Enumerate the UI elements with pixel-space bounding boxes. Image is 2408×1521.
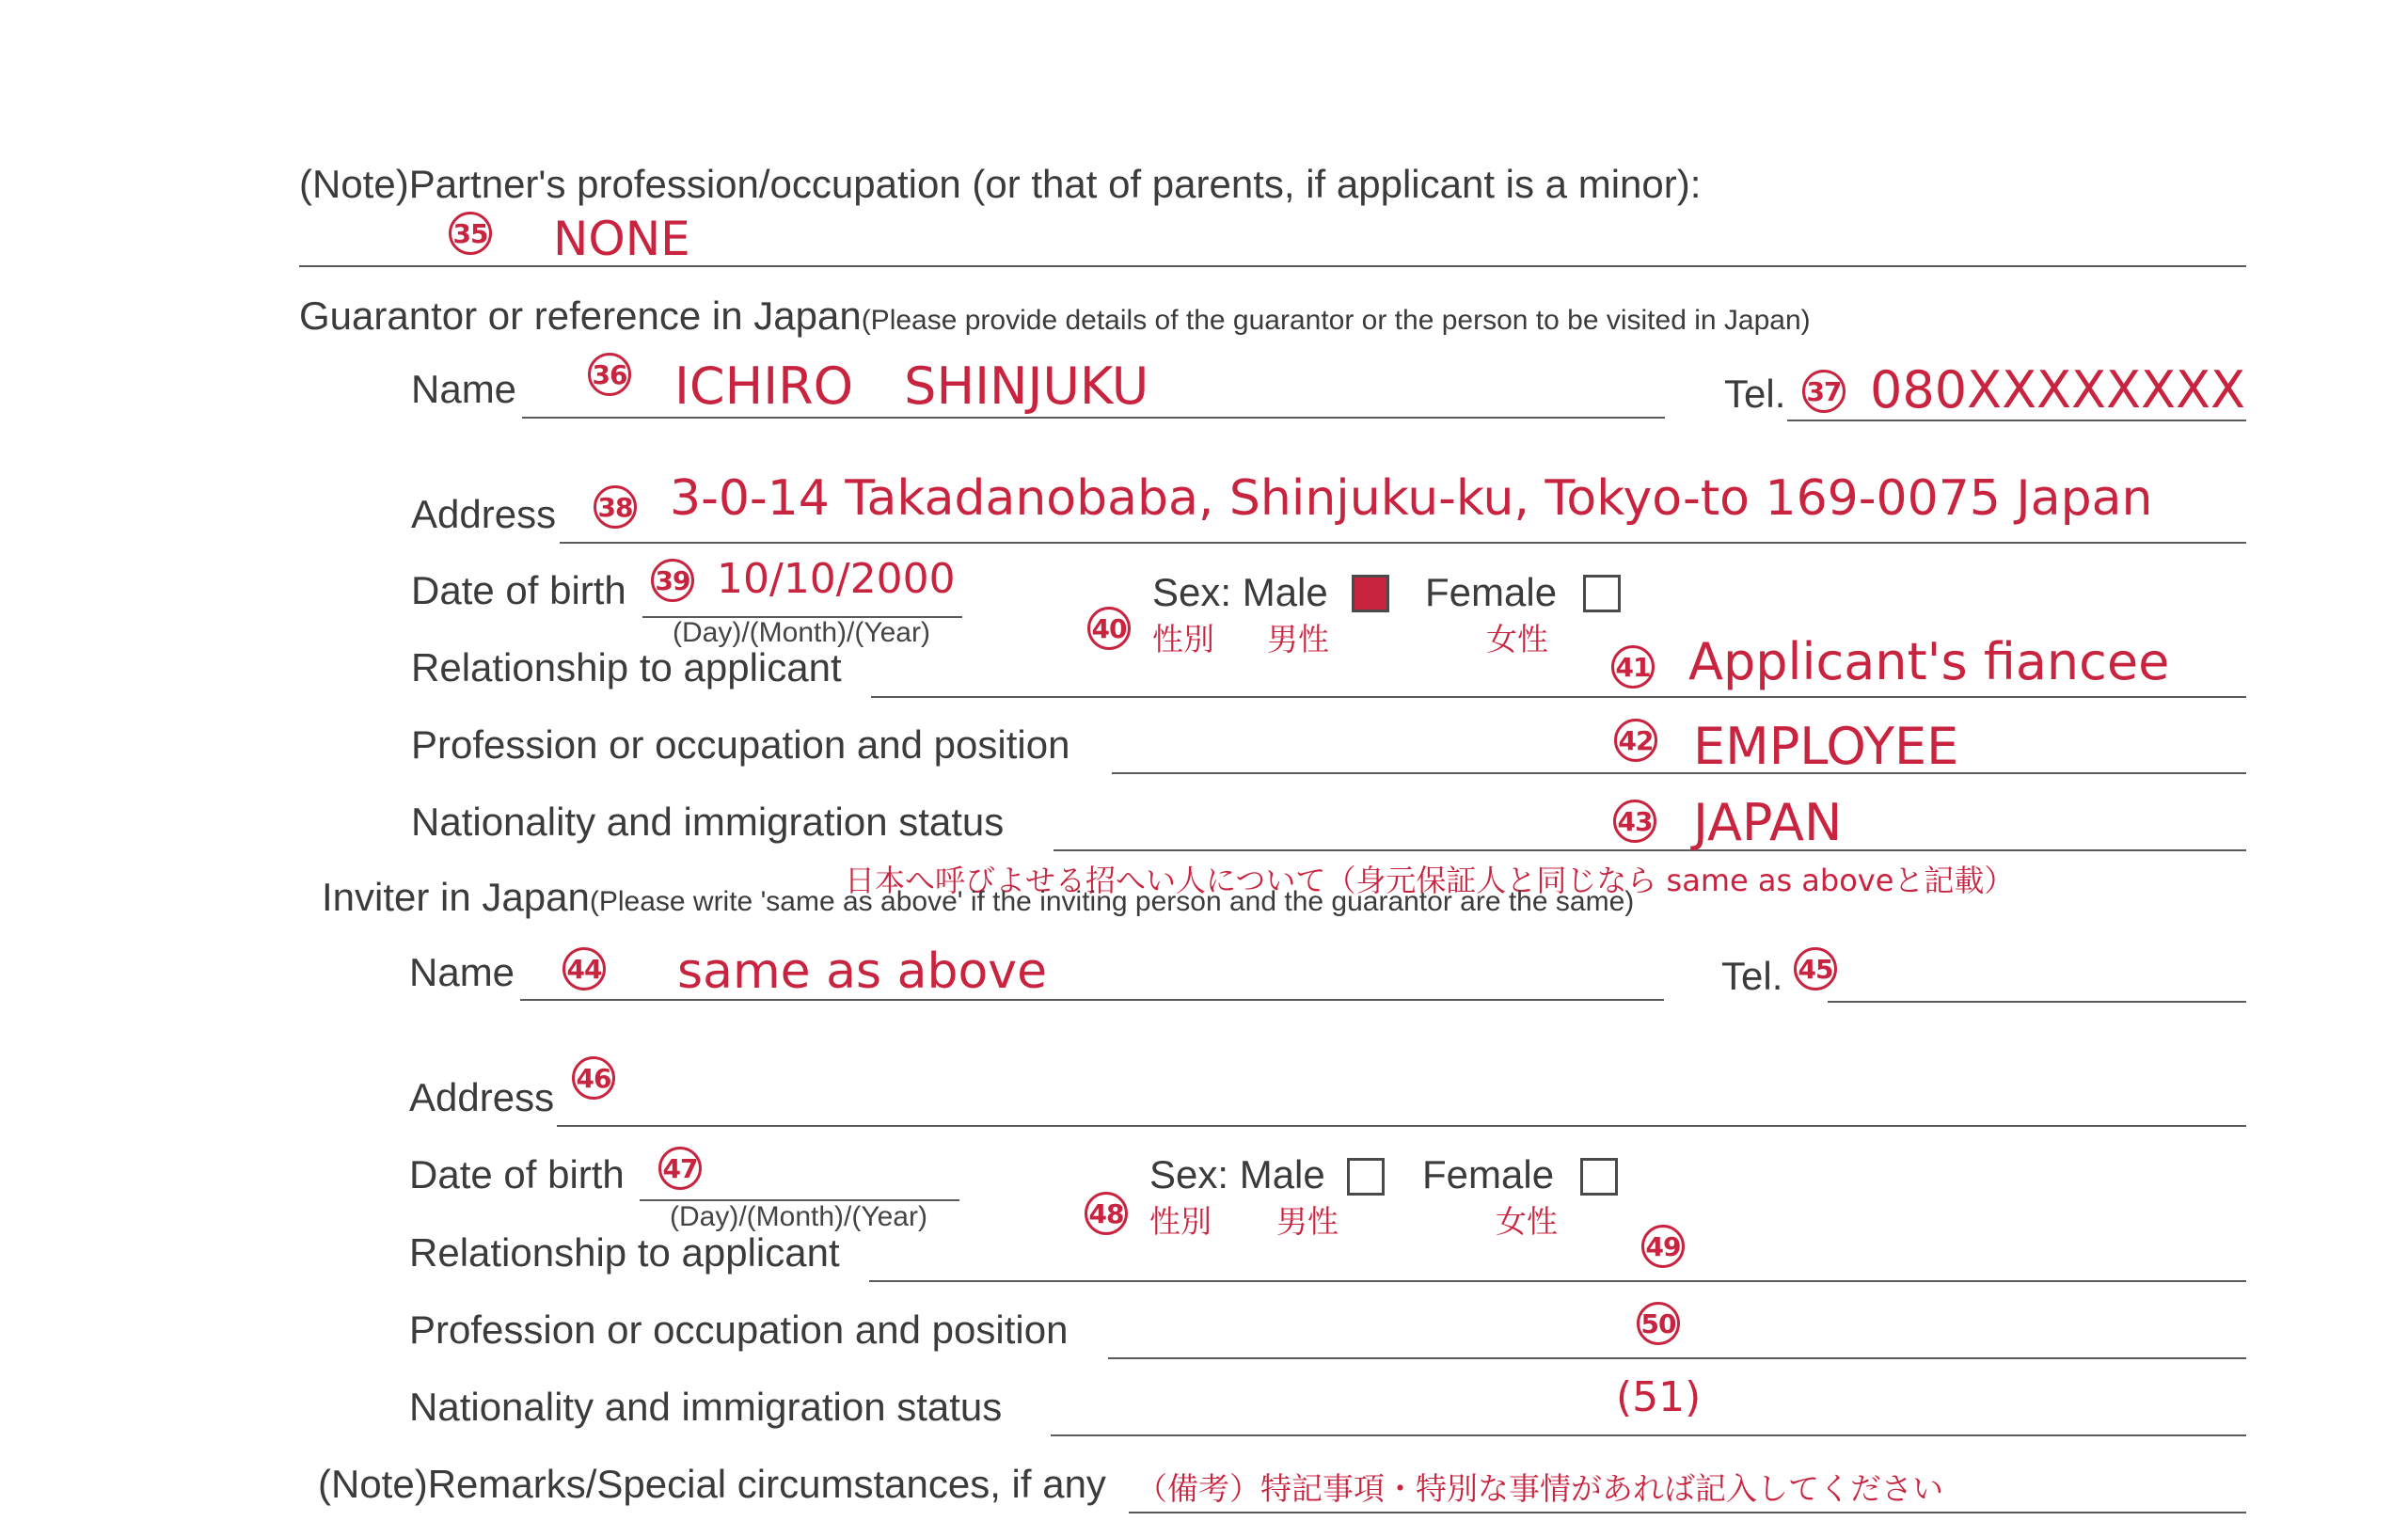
field-number-35: 35 bbox=[449, 212, 492, 255]
guarantor-relationship-label: Relationship to applicant bbox=[411, 645, 842, 689]
guarantor-dob-label: Date of birth bbox=[411, 568, 626, 612]
guarantor-tel-label: Tel. bbox=[1724, 372, 1786, 416]
guarantor-female-checkbox[interactable] bbox=[1583, 575, 1621, 612]
inviter-sex-label: Sex: Male bbox=[1149, 1152, 1325, 1196]
guarantor-heading-note: (Please provide details of the guarantor or the person to be visited in Japan) bbox=[861, 305, 1811, 336]
inviter-relationship-line bbox=[869, 1280, 2246, 1282]
inviter-dob-label: Date of birth bbox=[409, 1152, 625, 1196]
guarantor-male-jp: 男性 bbox=[1267, 621, 1329, 658]
inviter-profession-label: Profession or occupation and position bbox=[409, 1307, 1069, 1352]
inviter-female-checkbox[interactable] bbox=[1580, 1158, 1618, 1196]
field-number-46: 46 bbox=[572, 1056, 615, 1100]
guarantor-male-checkbox[interactable] bbox=[1352, 575, 1389, 612]
guarantor-dob-value[interactable]: 10/10/2000 bbox=[717, 555, 956, 603]
field-number-50: 50 bbox=[1637, 1302, 1680, 1345]
guarantor-address-line bbox=[560, 542, 2246, 544]
inviter-name-value[interactable]: same as above bbox=[677, 943, 1048, 1000]
inviter-nationality-label: Nationality and immigration status bbox=[409, 1385, 1003, 1429]
guarantor-profession-label: Profession or occupation and position bbox=[411, 722, 1070, 767]
inviter-name-line bbox=[520, 999, 1664, 1001]
field-number-43: 43 bbox=[1613, 800, 1656, 843]
guarantor-dob-format: (Day)/(Month)/(Year) bbox=[673, 617, 930, 648]
guarantor-name-line bbox=[522, 417, 1665, 419]
guarantor-relationship-value[interactable]: Applicant's fiancee bbox=[1688, 632, 2170, 691]
guarantor-female-jp: 女性 bbox=[1486, 621, 1548, 658]
guarantor-tel-line bbox=[1787, 420, 2246, 421]
inviter-jp-note: 日本へ呼びよせる招へい人について（身元保証人と同じなら same as aboveと記載） bbox=[845, 863, 2015, 898]
field-number-47: 47 bbox=[658, 1147, 702, 1190]
inviter-profession-line bbox=[1108, 1357, 2246, 1359]
partner-occupation-value[interactable]: NONE bbox=[553, 212, 690, 266]
field-number-49: 49 bbox=[1641, 1225, 1685, 1268]
remarks-line bbox=[1129, 1512, 2246, 1513]
field-number-44: 44 bbox=[562, 947, 606, 990]
guarantor-address-value[interactable]: 3-0-14 Takadanobaba, Shinjuku-ku, Tokyo-to 169-0075 Japan bbox=[670, 470, 2153, 527]
guarantor-sex-jp: 性別 bbox=[1152, 621, 1214, 658]
guarantor-heading-title: Guarantor or reference in Japan bbox=[299, 293, 862, 338]
inviter-name-label: Name bbox=[409, 950, 515, 994]
guarantor-female-label: Female bbox=[1425, 570, 1558, 614]
remarks-jp-note: （備考）特記事項・特別な事情があれば記入してください bbox=[1136, 1470, 1943, 1507]
guarantor-name-label: Name bbox=[411, 367, 517, 411]
field-number-39: 39 bbox=[651, 559, 694, 602]
inviter-address-label: Address bbox=[409, 1075, 555, 1119]
field-number-42: 42 bbox=[1614, 719, 1657, 762]
inviter-nationality-line bbox=[1051, 1434, 2246, 1436]
field-number-36: 36 bbox=[588, 353, 631, 396]
guarantor-tel-value[interactable]: 080XXXXXXXX bbox=[1870, 360, 2246, 420]
inviter-tel-label: Tel. bbox=[1721, 954, 1783, 998]
field-number-41: 41 bbox=[1611, 645, 1655, 689]
guarantor-profession-value[interactable]: EMPLOYEE bbox=[1693, 717, 1959, 776]
inviter-relationship-label: Relationship to applicant bbox=[409, 1230, 840, 1275]
field-number-45: 45 bbox=[1794, 947, 1837, 990]
partner-occupation-label: (Note)Partner's profession/occupation (or that of parents, if applicant is a minor): bbox=[299, 162, 1702, 206]
field-number-51: (51) bbox=[1616, 1373, 1702, 1421]
inviter-male-jp: 男性 bbox=[1276, 1203, 1339, 1240]
inviter-male-checkbox[interactable] bbox=[1347, 1158, 1385, 1196]
field-number-38: 38 bbox=[594, 485, 637, 529]
guarantor-relationship-line bbox=[871, 696, 2246, 698]
inviter-dob-format: (Day)/(Month)/(Year) bbox=[670, 1201, 927, 1232]
guarantor-address-label: Address bbox=[411, 492, 557, 536]
inviter-address-line bbox=[557, 1125, 2246, 1127]
inviter-female-jp: 女性 bbox=[1496, 1203, 1558, 1240]
field-number-48: 48 bbox=[1085, 1192, 1128, 1235]
inviter-heading bbox=[322, 875, 1634, 920]
inviter-heading-title: Inviter in Japan bbox=[322, 875, 590, 919]
inviter-female-label: Female bbox=[1422, 1152, 1555, 1196]
guarantor-heading bbox=[299, 293, 1811, 339]
inviter-tel-line bbox=[1828, 1001, 2246, 1003]
remarks-label: (Note)Remarks/Special circumstances, if any bbox=[318, 1462, 1106, 1506]
inviter-heading-note: (Please write 'same as above' if the inviting person and the guarantor are the same) bbox=[589, 886, 1635, 917]
guarantor-nationality-line bbox=[1054, 849, 2246, 851]
partner-occupation-line bbox=[299, 265, 2246, 267]
field-number-40: 40 bbox=[1087, 607, 1131, 650]
field-number-37: 37 bbox=[1802, 370, 1846, 413]
guarantor-sex-label: Sex: Male bbox=[1152, 570, 1328, 614]
guarantor-profession-line bbox=[1112, 772, 2246, 774]
inviter-sex-jp: 性別 bbox=[1149, 1203, 1212, 1240]
guarantor-nationality-label: Nationality and immigration status bbox=[411, 800, 1005, 844]
guarantor-name-value[interactable]: ICHIRO SHINJUKU bbox=[674, 356, 1149, 416]
guarantor-nationality-value[interactable]: JAPAN bbox=[1693, 793, 1843, 852]
